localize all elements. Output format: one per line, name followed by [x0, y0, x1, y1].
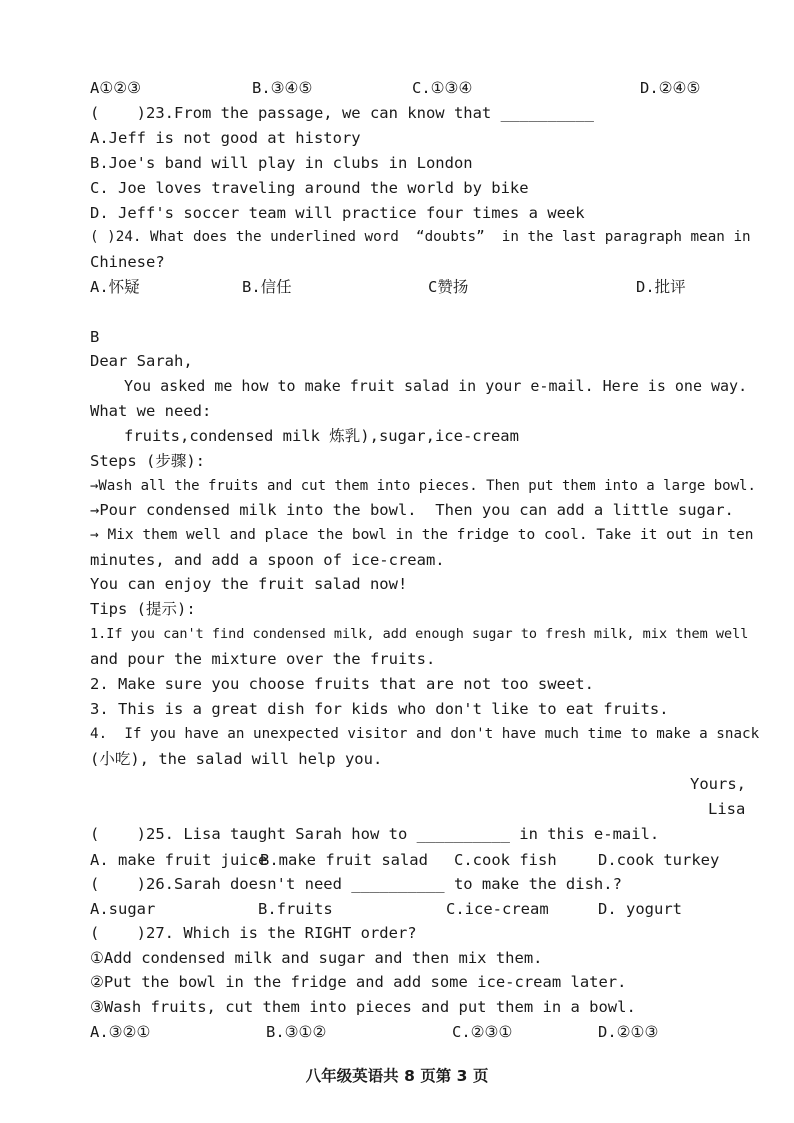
q27-item: ①Add condensed milk and sugar and then mix them. [90, 949, 543, 967]
step-line: →Wash all the fruits and cut them into pieces. Then put them into a large bowl. [90, 478, 756, 494]
need-items: fruits,condensed milk 炼乳),sugar,ice-cream [124, 427, 519, 445]
letter-closing: Yours, [690, 775, 746, 793]
q25-option-c: C.cook fish [454, 851, 557, 869]
letter-intro: You asked me how to make fruit salad in your e-mail. Here is one way. [124, 377, 748, 395]
tip-line: (小吃), the salad will help you. [90, 750, 383, 768]
q24-stem-line2: Chinese? [90, 253, 165, 271]
step-line: → Mix them well and place the bowl in the fridge to cool. Take it out in ten [90, 527, 754, 543]
letter-greeting: Dear Sarah, [90, 352, 193, 370]
q26-stem: ( )26.Sarah doesn't need __________ to make the dish.? [90, 875, 622, 893]
q25-stem: ( )25. Lisa taught Sarah how to __________ in this e-mail. [90, 825, 660, 843]
need-label: What we need: [90, 402, 212, 420]
q24-option-b: B.信任 [242, 278, 292, 296]
q27-option-a: A.③②① [90, 1023, 151, 1041]
q27-stem: ( )27. Which is the RIGHT order? [90, 924, 417, 942]
q26-option-b: B.fruits [258, 900, 333, 918]
tip-line: 3. This is a great dish for kids who don't like to eat fruits. [90, 700, 669, 718]
q22-option-a: A①②③ [90, 79, 142, 97]
q25-option-d: D.cook turkey [598, 851, 720, 869]
q27-option-c: C.②③① [452, 1023, 513, 1041]
step-line: →Pour condensed milk into the bowl. Then you can add a little sugar. [90, 501, 734, 519]
tip-line: 1.If you can't find condensed milk, add enough sugar to fresh milk, mix them well [90, 626, 749, 642]
q27-option-b: B.③①② [266, 1023, 327, 1041]
q22-option-d: D.②④⑤ [640, 79, 701, 97]
q26-option-d: D. yogurt [598, 900, 682, 918]
q22-option-b: B.③④⑤ [252, 79, 313, 97]
q23-option-b: B.Joe's band will play in clubs in London [90, 154, 473, 172]
q24-stem-line1: ( )24. What does the underlined word “doubts” in the last paragraph mean in [90, 229, 751, 245]
q24-option-a: A.怀疑 [90, 278, 140, 296]
q25-option-a: A. make fruit juice [90, 851, 268, 869]
q24-option-d: D.批评 [636, 278, 686, 296]
step-line: minutes, and add a spoon of ice-cream. [90, 551, 445, 569]
q27-item: ②Put the bowl in the fridge and add some ice-cream later. [90, 973, 627, 991]
letter-signature: Lisa [708, 800, 746, 818]
steps-label: Steps (步骤): [90, 452, 205, 470]
enjoy-line: You can enjoy the fruit salad now! [90, 575, 408, 593]
q26-option-a: A.sugar [90, 900, 156, 918]
q27-option-d: D.②①③ [598, 1023, 659, 1041]
q23-option-d: D. Jeff's soccer team will practice four times a week [90, 204, 585, 222]
tip-line: 4. If you have an unexpected visitor and don't have much time to make a snack [90, 726, 760, 742]
tip-line: 2. Make sure you choose fruits that are not too sweet. [90, 675, 594, 693]
q26-option-c: C.ice-cream [446, 900, 549, 918]
q27-item: ③Wash fruits, cut them into pieces and put them in a bowl. [90, 998, 636, 1016]
tips-label: Tips (提示): [90, 600, 196, 618]
q25-option-b: B.make fruit salad [260, 851, 428, 869]
q23-option-c: C. Joe loves traveling around the world by bike [90, 179, 529, 197]
passage-label: B [90, 328, 100, 346]
q24-option-c: C赞扬 [428, 278, 469, 296]
q23-stem: ( )23.From the passage, we can know that __________ [90, 104, 594, 122]
q22-option-c: C.①③④ [412, 79, 473, 97]
page-footer: 八年级英语共 8 页第 3 页 [305, 1067, 489, 1085]
tip-line: and pour the mixture over the fruits. [90, 650, 436, 668]
q23-option-a: A.Jeff is not good at history [90, 129, 361, 147]
